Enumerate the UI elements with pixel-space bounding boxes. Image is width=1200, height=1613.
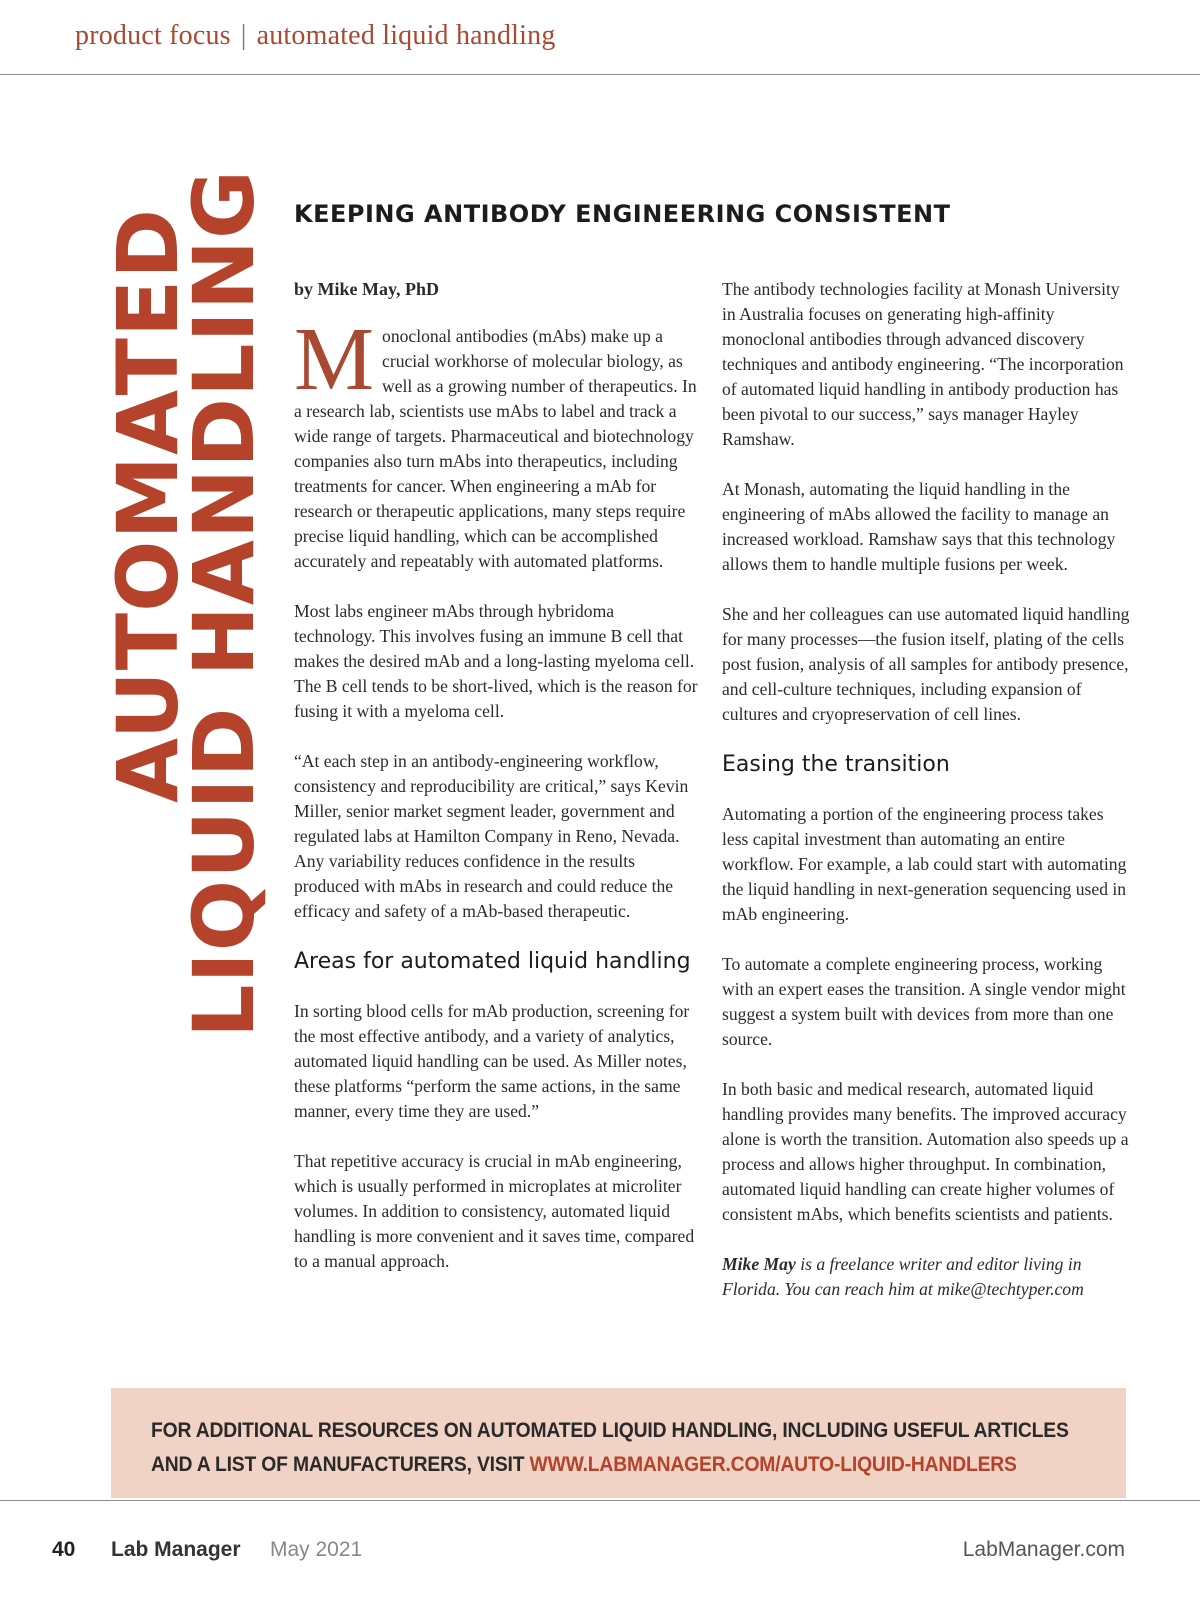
article-headline: KEEPING ANTIBODY ENGINEERING CONSISTENT [294,200,951,228]
resources-label: FOR ADDITIONAL RESOURCES ON AUTOMATED LIQUID HANDLING, INCLUDING USEFUL ARTICLES AND A LIST OF MANUFACTURERS, VISIT [151,1419,1069,1476]
paragraph: Automating a portion of the engineering process takes less capital investment than automating an entire workflow. For example, a lab could start with automating the liquid handling in next-generation sequencing used in mAb engineering. [722,804,1127,924]
paragraph: She and her colleagues can use automated liquid handling for many processes—the fusion itself, plating of the cells post fusion, analysis of all samples for antibody presence, and cell-culture techniques, including expansion of cultures and cryopreservation of cell lines. [722,604,1130,724]
bio-author: Mike May [722,1254,796,1274]
byline: by Mike May, PhD [294,279,440,299]
paragraph: Most labs engineer mAbs through hybridoma technology. This involves fusing an immune B cell that makes the desired mAb and a long-lasting myeloma cell. The B cell tends to be short-lived, which is the reason for fusing it with a myeloma cell. [294,601,698,721]
paragraph: That repetitive accuracy is crucial in mAb engineering, which is usually performed in microplates at microliter volumes. In addition to consistency, automated liquid handling is more convenient and it saves time, compared to a manual approach. [294,1151,695,1271]
header-section: product focus [75,20,231,51]
paragraph: In both basic and medical research, automated liquid handling provides many benefits. The improved accuracy alone is worth the transition. Automation also speeds up a process and allows higher throughput. In combination, automated liquid handling can create higher volumes of consistent mAbs, which benefits scientists and patients. [722,1079,1129,1224]
subheading: Areas for automated liquid handling [294,949,691,974]
vertical-section-title [99,169,273,1038]
vertical-title-line2: LIQUID HANDLING [175,169,273,1038]
header-divider [0,74,1200,75]
author-bio [722,1252,1132,1302]
paragraph: “At each step in an antibody-engineering workflow, consistency and reproducibility are critical,” says Kevin Miller, senior market segment leader, government and regulated labs at Hamilton Company in Reno, Nevada. Any variability reduces confidence in the results produced with mAbs in research and could reduce the efficacy and safety of a mAb-based therapeutic. [294,751,689,921]
intro-paragraph [294,310,699,574]
resources-link[interactable]: WWW.LABMANAGER.COM/AUTO-LIQUID-HANDLERS [529,1453,1017,1476]
resources-callout [111,1388,1126,1498]
resources-text [151,1414,1089,1482]
publication-name: Lab Manager [111,1538,241,1561]
page-number: 40 [52,1538,76,1561]
bio-text: is a freelance writer and editor living in Florida. You can reach him at mike@techtyper.com [722,1254,1084,1299]
subheading: Easing the transition [722,752,950,777]
paragraph: At Monash, automating the liquid handling in the engineering of mAbs allowed the facility to manage an increased workload. Ramshaw says that this technology allows them to handle multiple fusions per week. [722,479,1116,574]
header-separator: | [240,20,247,51]
drop-cap: M [294,310,375,409]
paragraph: In sorting blood cells for mAb production, screening for the most effective antibody, and a variety of analytics, automated liquid handling can be used. As Miller notes, these platforms “perform the same actions, in the same manner, every time they are used.” [294,1001,690,1121]
left-column [294,277,699,1299]
right-column [722,277,1132,1327]
issue-date: May 2021 [270,1538,363,1561]
header-topic: automated liquid handling [256,20,556,51]
website[interactable]: LabManager.com [962,1538,1125,1561]
running-header [75,20,556,52]
footer-divider [0,1500,1200,1501]
intro-text: onoclonal antibodies (mAbs) make up a crucial workhorse of molecular biology, as well as a growing number of therapeutics. In a research lab, scientists use mAbs to label and track a wide range of targets. Pharmaceutical and biotechnology companies also turn mAbs into therapeutics, including treatments for cancer. When engineering a mAb for research or therapeutic applications, many steps require precise liquid handling, which can be accomplished accurately and repeatably with automated platforms. [294,326,697,571]
paragraph: To automate a complete engineering process, working with an expert eases the transition. A single vendor might suggest a system built with devices from more than one source. [722,954,1126,1049]
paragraph: The antibody technologies facility at Monash University in Australia focuses on generating high-affinity monoclonal antibodies through advanced discovery techniques and antibody engineering. “The incorporation of automated liquid handling in antibody production has been pivotal to our success,” says manager Hayley Ramshaw. [722,279,1124,449]
vertical-title-line1: AUTOMATED [99,208,197,803]
